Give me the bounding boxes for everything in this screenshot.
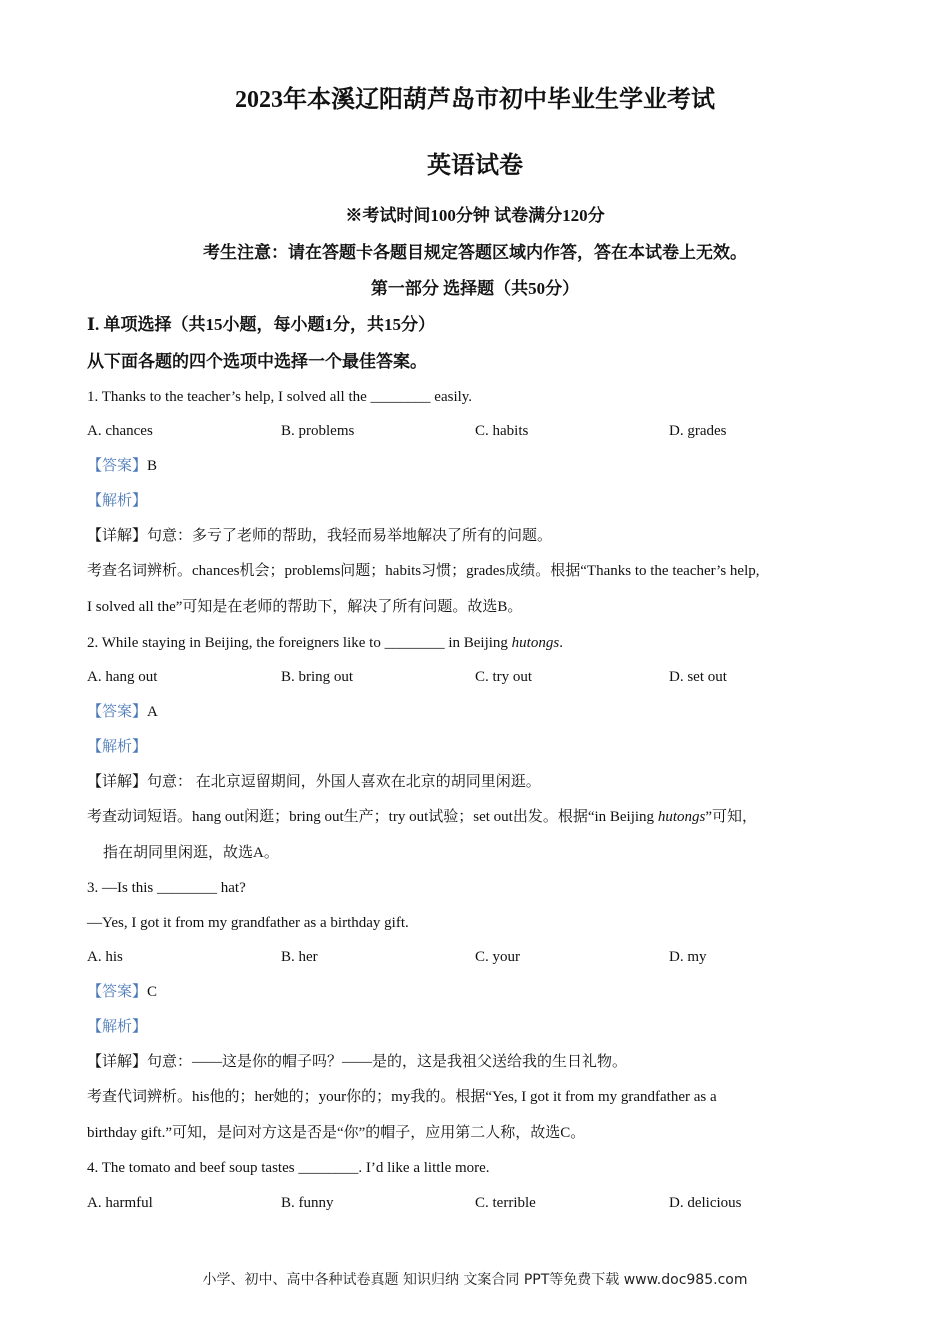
- question-1-option-a: A. chances: [87, 423, 153, 439]
- question-2-answer: [87, 702, 158, 722]
- question-1-analysis-label: 【解析】: [87, 493, 148, 509]
- question-3-option-b: B. her: [281, 949, 318, 965]
- answer-value: C: [147, 984, 158, 1000]
- detail-label: 【详解】: [87, 528, 148, 544]
- answer-value: B: [147, 458, 158, 474]
- detail-label: 【详解】: [87, 774, 148, 790]
- question-3-option-c: C. your: [475, 949, 520, 965]
- exam-notice: 考生注意：请在答题卡各题目规定答题区域内作答，答在本试卷上无效。: [203, 243, 747, 262]
- question-2-option-a: A. hang out: [87, 669, 158, 685]
- question-3-explanation-line-1: 考查代词辨析。his他的；her她的；your你的；my我的。根据“Yes, I got it from my grandfather as a: [87, 1089, 717, 1105]
- detail-text: 句意：——这是你的帽子吗？——是的，这是我祖父送给我的生日礼物。: [147, 1054, 628, 1070]
- question-3-option-a: A. his: [87, 949, 123, 965]
- answer-value: A: [147, 704, 158, 720]
- detail-label: 【详解】: [87, 1054, 148, 1070]
- question-1-option-b: B. problems: [281, 423, 355, 439]
- question-1-stem: 1. Thanks to the teacher’s help, I solved all the ________ easily.: [87, 389, 473, 405]
- question-2-stem: [87, 633, 563, 653]
- question-3-option-d: D. my: [669, 949, 707, 965]
- section-instruction: 从下面各题的四个选项中选择一个最佳答案。: [87, 352, 427, 371]
- question-3-explanation-line-2: birthday gift.”可知，是问对方这是否是“你”的帽子，应用第二人称，故选C。: [87, 1125, 586, 1141]
- question-2-explanation-line-1: [87, 807, 757, 827]
- question-3-analysis-label: 【解析】: [87, 1019, 148, 1035]
- question-4-stem: 4. The tomato and beef soup tastes ________. I’d like a little more.: [87, 1160, 490, 1176]
- question-2-option-d: D. set out: [669, 669, 727, 685]
- question-1-explanation-line-2: I solved all the”可知是在老师的帮助下，解决了所有问题。故选B。: [87, 599, 523, 615]
- explanation-end: ”可知，: [705, 809, 757, 825]
- page-footer: 小学、初中、高中各种试卷真题 知识归纳 文案合同 PPT等免费下载 www.doc985.com: [202, 1272, 748, 1288]
- question-4-option-a: A. harmful: [87, 1195, 153, 1211]
- question-1-answer: [87, 456, 157, 476]
- question-1-detail: [87, 526, 552, 546]
- question-4-option-d: D. delicious: [669, 1195, 742, 1211]
- section-heading: Ⅰ. 单项选择（共15小题，每小题1分，共15分）: [87, 315, 435, 334]
- exam-subtitle: 英语试卷: [427, 153, 523, 179]
- stem-text: 2. While staying in Beijing, the foreigners like to ________ in Beijing: [87, 635, 512, 651]
- question-3-stem-line-2: —Yes, I got it from my grandfather as a birthday gift.: [87, 915, 409, 931]
- answer-label: 【答案】: [87, 458, 148, 474]
- explanation-italic: hutongs: [657, 809, 706, 825]
- question-4-option-c: C. terrible: [475, 1195, 536, 1211]
- question-3-detail: [87, 1052, 627, 1072]
- question-3-stem: 3. —Is this ________ hat?: [87, 880, 246, 896]
- question-2-analysis-label: 【解析】: [87, 739, 148, 755]
- exam-info: ※考试时间100分钟 试卷满分120分: [345, 206, 605, 225]
- question-1-explanation-line-1: 考查名词辨析。chances机会；problems问题；habits习惯；grades成绩。根据“Thanks to the teacher’s help,: [87, 563, 760, 579]
- stem-italic: hutongs: [511, 635, 560, 651]
- question-4-option-b: B. funny: [281, 1195, 334, 1211]
- answer-label: 【答案】: [87, 704, 148, 720]
- question-2-option-c: C. try out: [475, 669, 533, 685]
- question-2-option-b: B. bring out: [281, 669, 354, 685]
- question-1-option-c: C. habits: [475, 423, 529, 439]
- question-1-option-d: D. grades: [669, 423, 727, 439]
- answer-label: 【答案】: [87, 984, 148, 1000]
- part-heading: 第一部分 选择题（共50分）: [370, 279, 580, 298]
- question-2-detail: [87, 772, 541, 792]
- detail-text: 句意： 在北京逗留期间，外国人喜欢在北京的胡同里闲逛。: [147, 774, 541, 790]
- exam-title: 2023年本溪辽阳葫芦岛市初中毕业生学业考试: [235, 87, 715, 113]
- explanation-text: 考查动词短语。hang out闲逛；bring out生产；try out试验；set out出发。根据“in Beijing: [87, 809, 658, 825]
- stem-end: .: [559, 635, 563, 651]
- detail-text: 句意：多亏了老师的帮助，我轻而易举地解决了所有的问题。: [147, 528, 553, 544]
- question-2-explanation-line-2: 指在胡同里闲逛，故选A。: [103, 845, 279, 861]
- question-3-answer: [87, 982, 157, 1002]
